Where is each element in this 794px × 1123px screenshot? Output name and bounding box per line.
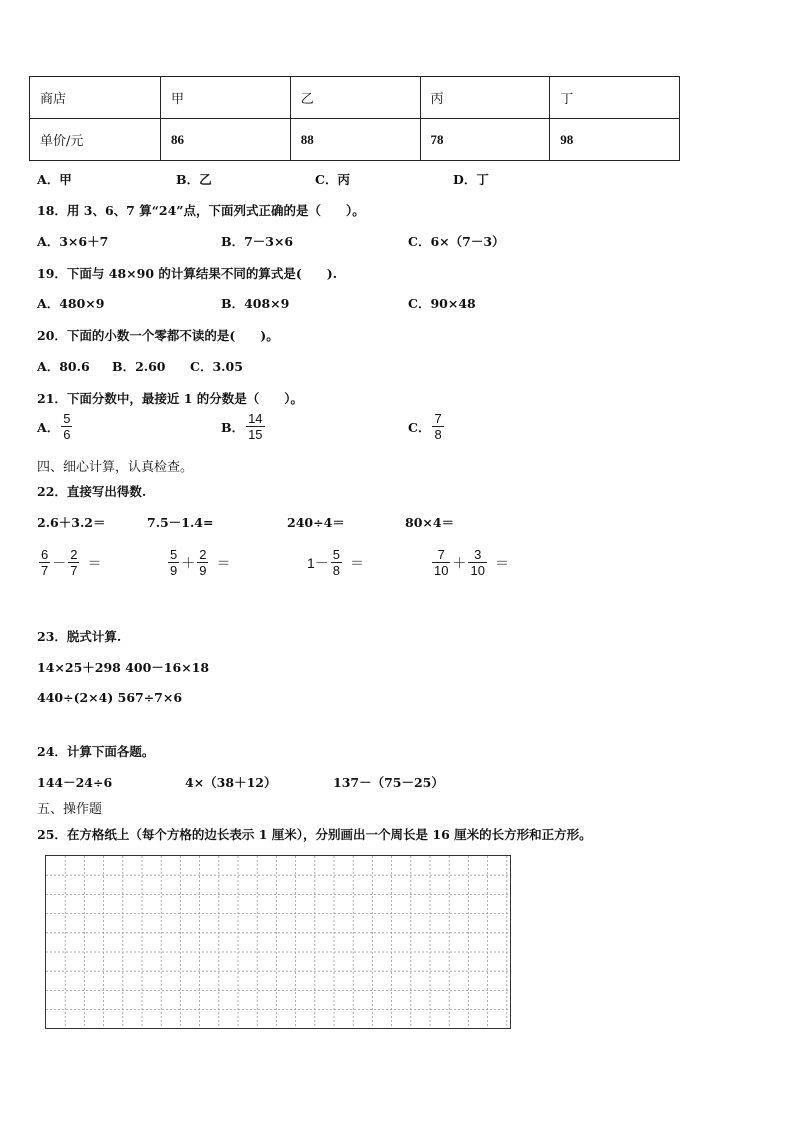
q21-option-a[interactable] — [37, 411, 74, 442]
q18-option-b[interactable]: B．7－3×6 — [221, 234, 294, 249]
fraction-denominator: 6 — [63, 427, 71, 442]
fraction-denominator: 9 — [199, 563, 207, 578]
fraction-numerator: 7 — [434, 411, 442, 426]
fraction-denominator: 10 — [470, 563, 485, 578]
fraction-numerator: 3 — [474, 547, 482, 562]
equals-sign: ＝ — [350, 554, 365, 571]
option-label: A． — [37, 419, 60, 435]
grid-lines — [46, 856, 509, 1027]
fraction-numerator: 5 — [332, 547, 341, 562]
q20-option-a[interactable]: A．80.6 — [37, 359, 90, 374]
q17-option-c[interactable]: C．丙 — [315, 172, 350, 187]
fraction-numerator: 2 — [199, 547, 207, 562]
option-label: B． — [221, 419, 245, 435]
q17-option-d[interactable]: D．丁 — [453, 172, 489, 187]
q19-option-c[interactable]: C．90×48 — [408, 296, 476, 311]
operand: 1－ — [307, 554, 329, 571]
q23-line: 440÷(2×4) 567÷7×6 — [37, 690, 183, 705]
q20-option-c[interactable]: C．3.05 — [190, 359, 243, 374]
q22-item: 2.6＋3.2＝ — [37, 515, 106, 530]
fraction-denominator: 10 — [434, 563, 449, 578]
fraction-numerator: 5 — [170, 547, 178, 562]
fraction — [432, 547, 450, 578]
price-table — [29, 76, 680, 161]
q22-item: 7.5－1.4= — [147, 515, 214, 530]
operator: － — [52, 554, 67, 571]
q18-option-a[interactable]: A．3×6＋7 — [37, 234, 109, 249]
q23-stem: 23．脱式计算. — [37, 629, 122, 644]
table-cell: 丁 — [550, 77, 680, 119]
fraction-denominator: 8 — [332, 563, 341, 578]
fraction-numerator: 2 — [70, 547, 78, 562]
q21-option-c[interactable] — [408, 411, 446, 442]
fraction — [168, 547, 179, 578]
table-cell: 单价/元 — [30, 119, 161, 161]
q25-stem: 25．在方格纸上（每个方格的边长表示 1 厘米），分别画出一个周长是 16 厘米的长方形和正方形。 — [37, 827, 592, 842]
q17-option-a[interactable]: A．甲 — [37, 172, 72, 187]
q24-item: 137－（75－25） — [333, 775, 444, 790]
q22-item: 240÷4＝ — [287, 515, 345, 530]
q20-option-b[interactable]: B．2.60 — [112, 359, 166, 374]
operator: ＋ — [181, 554, 196, 571]
q22-fraction-item — [37, 547, 101, 578]
fraction-numerator: 7 — [437, 547, 445, 562]
fraction — [61, 411, 72, 442]
q22-fraction-item — [166, 547, 230, 578]
q18-stem: 18．用 3、6、7 算“24”点，下面列式正确的是（ ）。 — [37, 203, 365, 218]
section-title: 四、细心计算，认真检查。 — [37, 460, 194, 475]
fraction-numerator: 14 — [248, 411, 263, 426]
q22-stem: 22．直接写出得数. — [37, 484, 147, 499]
fraction-denominator: 9 — [170, 563, 178, 578]
q19-stem: 19．下面与 48×90 的计算结果不同的算式是( ). — [37, 266, 338, 281]
fraction-denominator: 7 — [70, 563, 78, 578]
q21-option-b[interactable] — [221, 411, 267, 442]
fraction — [468, 547, 486, 578]
q22-fraction-item — [307, 547, 364, 578]
operator: ＋ — [452, 554, 467, 571]
q18-option-c[interactable]: C．6×（7－3） — [408, 234, 505, 249]
fraction — [246, 411, 264, 442]
fraction — [68, 547, 79, 578]
q24-item: 4×（38＋12） — [185, 775, 277, 790]
table-cell: 甲 — [161, 77, 291, 119]
section-title: 五、操作题 — [37, 802, 103, 817]
fraction — [331, 547, 342, 578]
fraction — [39, 547, 50, 578]
table-cell: 86 — [161, 119, 291, 161]
q24-stem: 24．计算下面各题。 — [37, 744, 155, 759]
q17-option-b[interactable]: B．乙 — [176, 172, 212, 187]
option-label: C． — [408, 419, 431, 435]
q24-item: 144－24÷6 — [37, 775, 113, 790]
table-price-row — [30, 119, 680, 161]
fraction-denominator: 15 — [248, 427, 263, 442]
q19-option-b[interactable]: B．408×9 — [221, 296, 290, 311]
q20-stem: 20．下面的小数一个零都不读的是( )。 — [37, 328, 279, 343]
fraction — [432, 411, 443, 442]
q22-item: 80×4＝ — [405, 515, 455, 530]
fraction-numerator: 6 — [41, 547, 49, 562]
q22-fraction-item — [430, 547, 509, 578]
fraction-numerator: 5 — [63, 411, 71, 426]
equals-sign: ＝ — [216, 554, 231, 571]
table-cell: 88 — [290, 119, 420, 161]
fraction — [197, 547, 208, 578]
fraction-denominator: 8 — [434, 427, 442, 442]
q23-line: 14×25＋298 400－16×18 — [37, 660, 210, 675]
fraction-denominator: 7 — [41, 563, 49, 578]
q21-stem: 21．下面分数中，最接近 1 的分数是（ ）。 — [37, 391, 304, 406]
equals-sign: ＝ — [494, 554, 509, 571]
q19-option-a[interactable]: A．480×9 — [37, 296, 105, 311]
table-cell: 丙 — [420, 77, 550, 119]
grid-paper[interactable] — [45, 855, 511, 1029]
table-cell: 商店 — [30, 77, 161, 119]
equals-sign: ＝ — [87, 554, 102, 571]
table-cell: 乙 — [290, 77, 420, 119]
table-cell: 78 — [420, 119, 550, 161]
table-header-row — [30, 77, 680, 119]
table-cell: 98 — [550, 119, 680, 161]
